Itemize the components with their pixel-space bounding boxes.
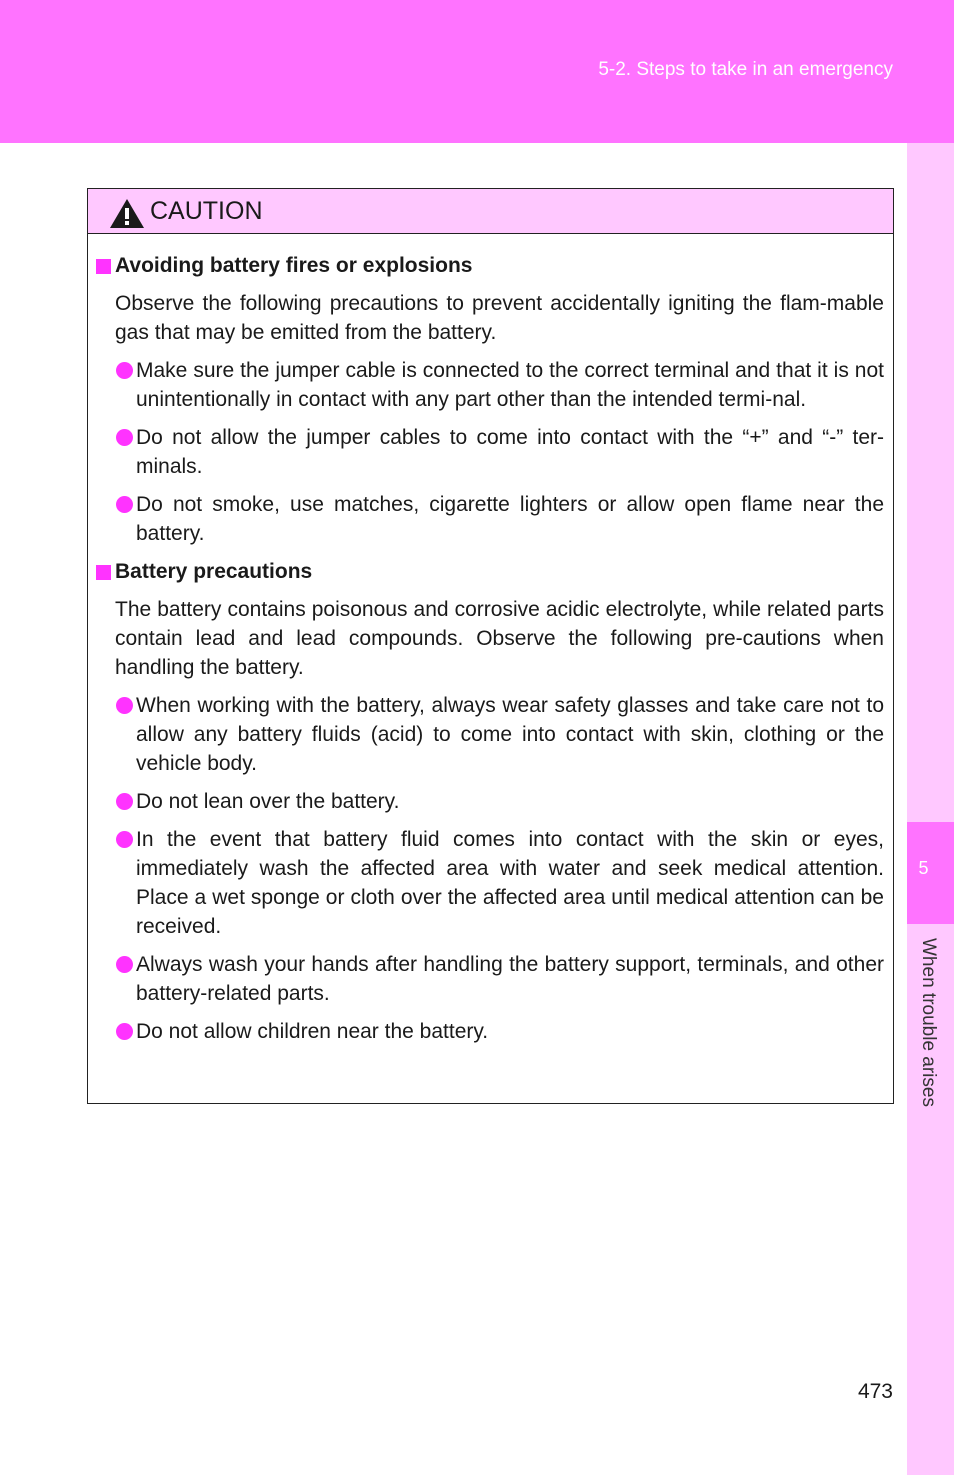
bullet-list: [115, 356, 884, 548]
caution-body: [88, 251, 893, 1055]
list-item-text: Do not allow children near the battery.: [136, 1020, 489, 1043]
circle-bullet-icon: [116, 496, 133, 513]
bullet-list: [115, 691, 884, 1046]
warning-triangle-icon: [109, 198, 145, 229]
circle-bullet-icon: [116, 429, 133, 446]
header-band: [0, 0, 954, 143]
section-intro: Observe the following precautions to prevent accidentally igniting the flam-mable gas that may be emitted from the battery.: [115, 292, 884, 344]
list-item-text: When working with the battery, always wear safety glasses and take care not to allow any battery fluids (acid) to come into contact with skin, clothing or the vehicle body.: [136, 694, 884, 775]
caution-box: [87, 188, 894, 1104]
section-reference: 5-2. Steps to take in an emergency: [598, 59, 893, 80]
list-item-text: Do not smoke, use matches, cigarette lighters or allow open flame near the battery.: [136, 493, 884, 545]
list-item: [115, 356, 884, 414]
circle-bullet-icon: [116, 1023, 133, 1040]
section-heading-battery-fires: [88, 251, 893, 280]
list-item-text: Make sure the jumper cable is connected to the correct terminal and that it is not unintentionally in contact with any part other than the intended termi-nal.: [136, 359, 884, 411]
section-intro: The battery contains poisonous and corrosive acidic electrolyte, while related parts contain lead and lead compounds. Observe the following pre-cautions when handling the battery.: [115, 598, 884, 679]
list-item-text: Do not allow the jumper cables to come into contact with the “+” and “-” ter-minals.: [136, 426, 884, 478]
list-item-text: Do not lean over the battery.: [136, 790, 400, 813]
page-number: 473: [857, 1380, 893, 1403]
list-item: [115, 691, 884, 778]
section-title: Battery precautions: [115, 560, 313, 583]
list-item: [115, 423, 884, 481]
section-title: Avoiding battery fires or explosions: [115, 254, 473, 277]
caution-label: CAUTION: [150, 197, 263, 225]
circle-bullet-icon: [116, 362, 133, 379]
list-item: [115, 490, 884, 548]
circle-bullet-icon: [116, 697, 133, 714]
list-item: [115, 825, 884, 941]
side-tab: [907, 143, 954, 1475]
list-item: [115, 950, 884, 1008]
circle-bullet-icon: [116, 831, 133, 848]
list-item: [115, 787, 884, 816]
chapter-title: When trouble arises: [918, 938, 939, 1107]
chapter-number: 5: [918, 858, 929, 878]
square-bullet-icon: [96, 259, 111, 274]
section-heading-battery-precautions: [88, 557, 893, 586]
chapter-tab[interactable]: [907, 822, 954, 924]
circle-bullet-icon: [116, 956, 133, 973]
list-item-text: In the event that battery fluid comes into contact with the skin or eyes, immediately wash the affected area with water and seek medical attention. Place a wet sponge or cloth over the affected area until medical attention can be received.: [136, 828, 884, 938]
circle-bullet-icon: [116, 793, 133, 810]
caution-header: [88, 189, 893, 234]
list-item: [115, 1017, 884, 1046]
list-item-text: Always wash your hands after handling the battery support, terminals, and other battery-related parts.: [136, 953, 884, 1005]
square-bullet-icon: [96, 565, 111, 580]
